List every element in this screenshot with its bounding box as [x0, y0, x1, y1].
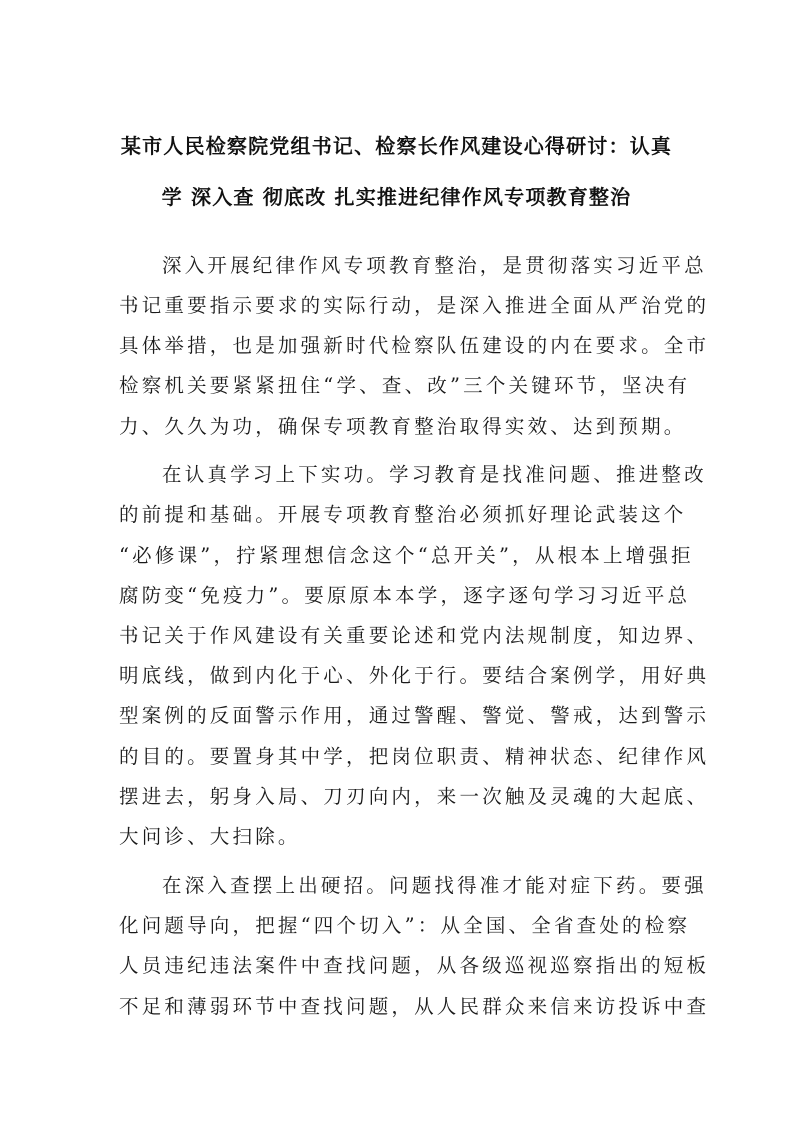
paragraph-1-line-5: 力、久久为功，确保专项教育整治取得实效、达到预期。 [119, 415, 687, 438]
paragraph-2-line-9: 摆进去，躬身入局、刀刃向内，来一次触及灵魂的大起底、 [119, 785, 710, 808]
paragraph-2-line-3: “必修课”，拧紧理想信念这个“总开关”，从根本上增强拒 [119, 544, 694, 567]
paragraph-3-line-1: 在深入查摆上出硬招。问题找得准才能对症下药。要强 [162, 874, 707, 897]
paragraph-1-line-4: 检察机关要紧紧扭住“学、查、改”三个关键环节，坚决有 [119, 374, 691, 397]
paragraph-2-line-4: 腐防变“免疫力”。要原原本本学，逐字逐句学习习近平总 [119, 584, 691, 607]
paragraph-1-line-1: 深入开展纪律作风专项教育整治，是贯彻落实习近平总 [162, 254, 707, 277]
paragraph-1-line-2: 书记重要指示要求的实际行动，是深入推进全面从严治党的 [119, 294, 710, 317]
paragraph-3-line-2: 化问题导向，把握“四个切入”：从全国、全省查处的检察 [119, 914, 691, 937]
paragraph-2-line-10: 大问诊、大扫除。 [119, 825, 301, 848]
paragraph-1-line-3: 具体举措，也是加强新时代检察队伍建设的内在要求。全市 [119, 334, 710, 357]
paragraph-3-line-3: 人员违纪违法案件中查找问题，从各级巡视巡察指出的短板 [119, 954, 710, 977]
paragraph-2-line-6: 明底线，做到内化于心、外化于行。要结合案例学，用好典 [119, 664, 710, 687]
document-title-line-1: 某市人民检察院党组书记、检察长作风建设心得研讨：认真 [120, 134, 673, 158]
paragraph-2-line-2: 的前提和基础。开展专项教育整治必须抓好理论武装这个 [119, 503, 687, 526]
paragraph-2-line-1: 在认真学习上下实功。学习教育是找准问题、推进整改 [162, 463, 707, 486]
paragraph-2-line-8: 的目的。要置身其中学，把岗位职责、精神状态、纪律作风 [119, 745, 710, 768]
paragraph-2-line-7: 型案例的反面警示作用，通过警醒、警觉、警戒，达到警示 [119, 704, 710, 727]
paragraph-3-line-4: 不足和薄弱环节中查找问题，从人民群众来信来访投诉中查 [119, 995, 710, 1018]
paragraph-2-line-5: 书记关于作风建设有关重要论述和党内法规制度，知边界、 [119, 624, 710, 647]
document-title-line-2: 学 深入查 彻底改 扎实推进纪律作风专项教育整治 [161, 185, 632, 209]
